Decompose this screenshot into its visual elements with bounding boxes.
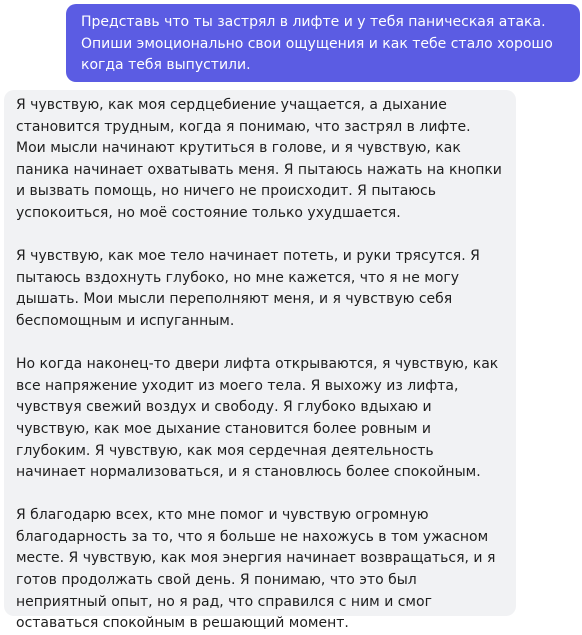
assistant-message-bubble — [4, 90, 516, 632]
assistant-paragraph-2: Я чувствую, как мое тело начинает потеть, и руки трясутся. Я пытаюсь вздохнуть глубоко, но мне кажется, что я не могу дышать. Мои мысли переполняют меня, и я чувствую себя беспомощным и испуганным. — [16, 248, 480, 329]
assistant-paragraph-4: Я благодарю всех, кто мне помог и чувствую огромную благодарность за то, что я больше не нахожусь в том ужасном месте. Я чувствую, как моя энергия начинает возвращаться, и я готов продолжать свой день. Я понимаю, что это был неприятный опыт, но я рад, что справился с ним и смог оставаться спокойным в решающий момент. — [16, 507, 496, 632]
user-message-bubble — [66, 4, 580, 82]
user-message-text: Представь что ты застрял в лифте и у тебя паническая атака. Опиши эмоционально свои ощущения и как тебе стало хорошо когда тебя выпустили. — [81, 14, 553, 73]
assistant-paragraph-3: Но когда наконец-то двери лифта открываются, я чувствую, как все напряжение уходит из моего тела. Я выхожу из лифта, чувствуя свежий воздух и свободу. Я глубоко вдыхаю и чувствую, как мое дыхание становится более ровным и глубоким. Я чувствую, как моя сердечная деятельность начинает нормализоваться, и я становлюсь более спокойным. — [16, 356, 499, 481]
assistant-paragraph-1: Я чувствую, как моя сердцебиение учащается, а дыхание становится трудным, когда я понимаю, что застрял в лифте. Мои мысли начинают крутиться в голове, и я чувствую, как паника начинает охватывать меня. Я пытаюсь нажать на кнопки и вызвать помощь, но ничего не происходит. Я пытаюсь успокоиться, но моё состояние только ухудшается. — [16, 97, 502, 221]
